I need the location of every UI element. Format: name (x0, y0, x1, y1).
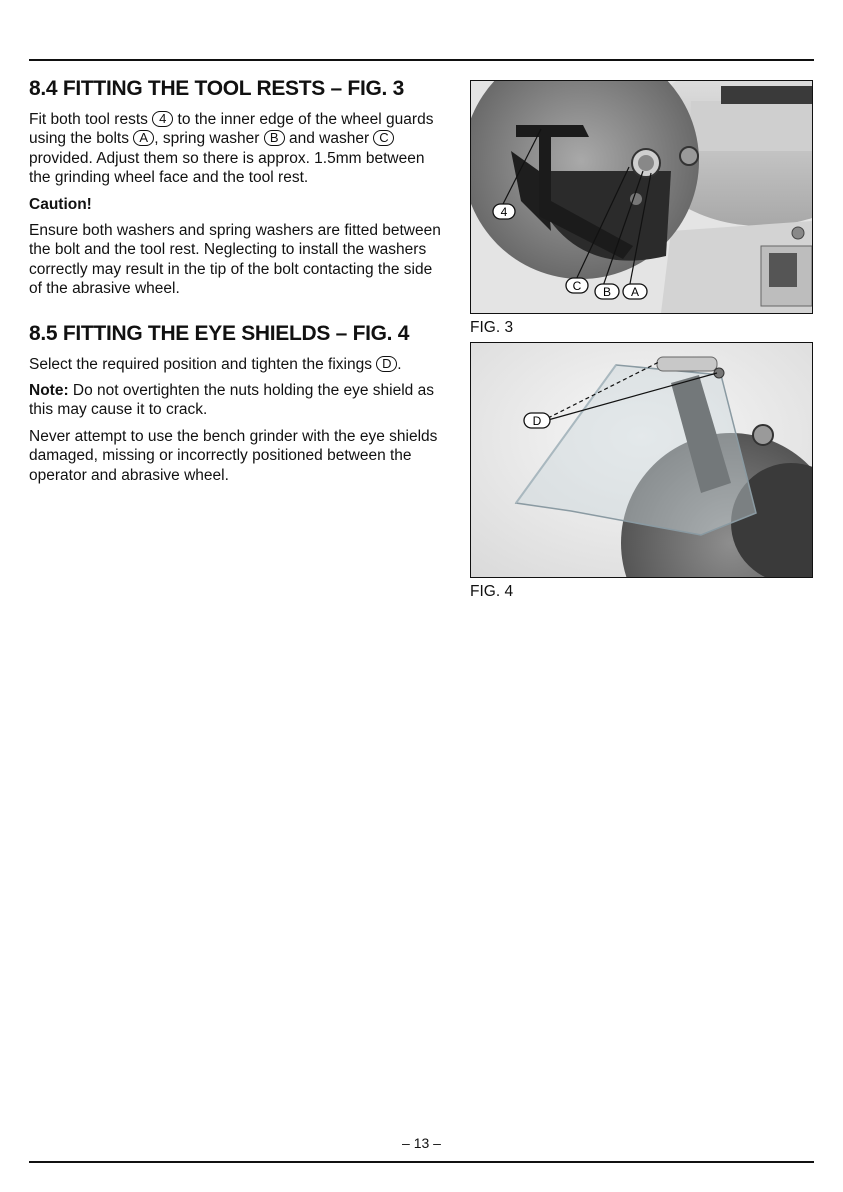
callout-c: C (373, 130, 394, 146)
callout-4: 4 (152, 111, 173, 127)
callout-c-marker (566, 278, 588, 293)
figure-4-caption: FIG. 4 (470, 583, 514, 600)
note-text: Do not overtighten the nuts holding the eye shield as this may cause it to crack. (29, 382, 434, 419)
callout-b-marker (595, 284, 619, 299)
caution-label: Caution! (29, 195, 92, 213)
grinder-tool-rest-illustration (471, 81, 812, 313)
figure-3-photo (470, 80, 813, 314)
paragraph-tool-rests (29, 110, 444, 188)
text-column (29, 76, 444, 492)
callout-d-marker (524, 413, 550, 428)
note-label: Note: (29, 382, 69, 400)
svg-text:C: C (572, 279, 582, 293)
figure-3-caption: FIG. 3 (470, 319, 514, 336)
eye-shield-illustration (471, 343, 812, 577)
text-run: provided. Adjust them so there is approx. 1.5mm between the grinding wheel face and the tool rest. (29, 149, 425, 187)
text-run: Fit both tool rests (29, 111, 153, 128)
svg-text:D: D (532, 414, 542, 428)
paragraph-eye-shields (29, 355, 444, 374)
figure-4-photo (470, 342, 813, 578)
note-paragraph (29, 381, 444, 420)
top-rule (29, 59, 814, 61)
page-number: – 13 – (402, 1135, 441, 1151)
bottom-rule (29, 1161, 814, 1163)
svg-text:B: B (602, 285, 612, 299)
callout-4-marker (493, 204, 515, 219)
heading-tool-rests: 8.4 FITTING THE TOOL RESTS – FIG. 3 (29, 77, 404, 100)
svg-text:A: A (630, 285, 640, 299)
text-run: Select the required position and tighten the fixings (29, 355, 377, 373)
callout-a-marker (623, 284, 647, 299)
text-run: and washer (284, 130, 374, 148)
text-run: , spring washer (154, 130, 264, 148)
caution-text: Ensure both washers and spring washers are fitted between the bolt and the tool rest. Neglecting to install the washers correctly may result in the tip of the bolt contacting the side of the abrasive wheel. (29, 222, 441, 298)
text-run: . (397, 355, 402, 373)
svg-text:4: 4 (500, 205, 508, 219)
callout-d: D (376, 356, 397, 372)
heading-eye-shields: 8.5 FITTING THE EYE SHIELDS – FIG. 4 (29, 321, 410, 345)
warning-text: Never attempt to use the bench grinder with the eye shields damaged, missing or incorrectly positioned between the operator and abrasive wheel. (29, 427, 438, 484)
text-run: to the inner edge of the wheel guards using the bolts (29, 111, 434, 148)
callout-a: A (133, 130, 154, 146)
callout-b: B (264, 130, 285, 146)
